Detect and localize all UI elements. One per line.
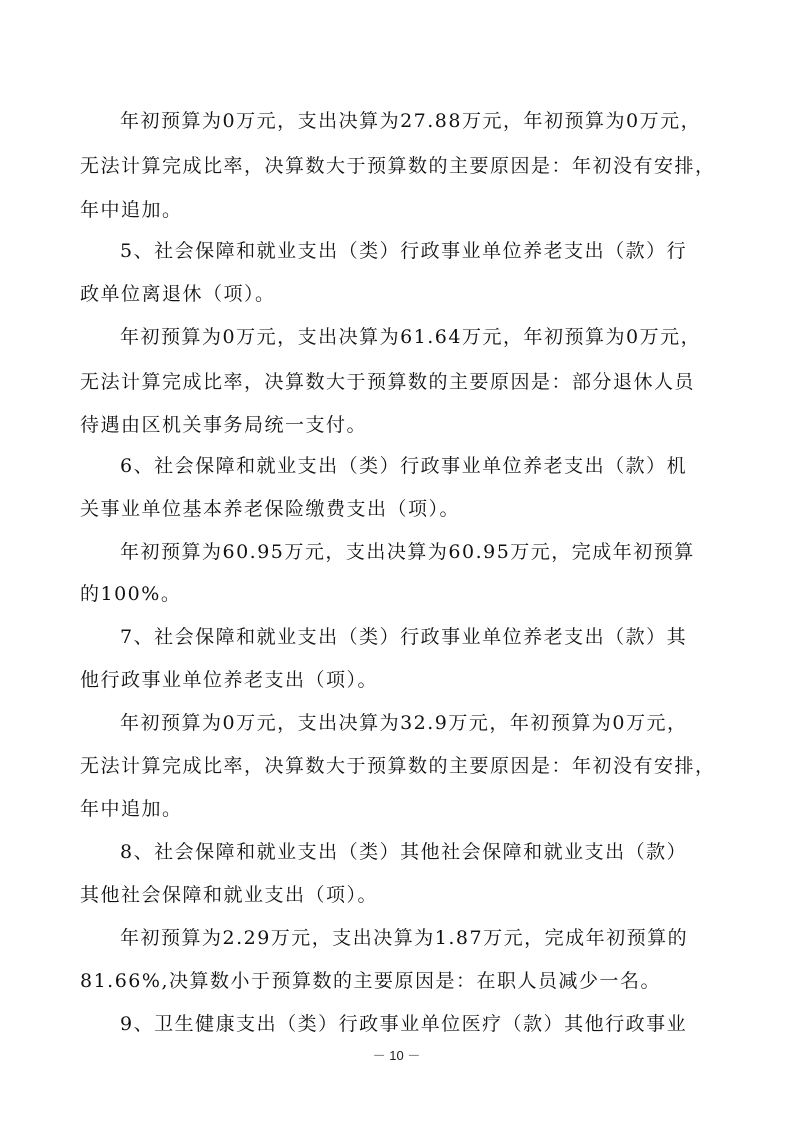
paragraph-line: 的100%。 [80, 583, 182, 605]
paragraph-line: 待遇由区机关事务局统一支付。 [80, 414, 368, 436]
section-heading-line: 9、卫生健康支出（类）行政事业单位医疗（款）其他行政事业 [120, 1013, 688, 1035]
paragraph-line: 年初预算为2.29万元，支出决算为1.87万元，完成年初预算的 [120, 927, 689, 949]
paragraph-line: 年初预算为60.95万元，支出决算为60.95万元，完成年初预算 [120, 541, 695, 563]
paragraph-line: 年初预算为0万元，支出决算为61.64万元，年初预算为0万元， [120, 326, 702, 348]
paragraph-line: 年初预算为0万元，支出决算为27.88万元，年初预算为0万元， [120, 110, 702, 132]
paragraph-line: 年中追加。 [80, 798, 183, 820]
section-heading-line: 政单位离退休（项）。 [80, 283, 276, 305]
section-heading-line: 6、社会保障和就业支出（类）行政事业单位养老支出（款）机 [120, 455, 688, 477]
paragraph-line: 年中追加。 [80, 199, 183, 221]
section-heading-line: 其他社会保障和就业支出（项）。 [80, 884, 379, 906]
section-heading-line: 5、社会保障和就业支出（类）行政事业单位养老支出（款）行 [120, 240, 688, 262]
section-heading-line: 他行政事业单位养老支出（项）。 [80, 669, 379, 691]
section-heading-line: 8、社会保障和就业支出（类）其他社会保障和就业支出（款） [120, 841, 688, 863]
section-heading-line: 关事业单位基本养老保险缴费支出（项）。 [80, 498, 461, 520]
paragraph-line: 无法计算完成比率，决算数大于预算数的主要原因是：年初没有安排， [80, 755, 716, 777]
paragraph-line: 年初预算为0万元，支出决算为32.9万元，年初预算为0万元， [120, 712, 688, 734]
paragraph-line: 无法计算完成比率，决算数大于预算数的主要原因是：部分退休人员 [80, 371, 696, 393]
paragraph-line: 无法计算完成比率，决算数大于预算数的主要原因是：年初没有安排， [80, 155, 716, 177]
page-number: － 10 － [372, 1048, 421, 1063]
paragraph-line: 81.66%,决算数小于预算数的主要原因是：在职人员减少一名。 [80, 970, 661, 992]
section-heading-line: 7、社会保障和就业支出（类）行政事业单位养老支出（款）其 [120, 626, 688, 648]
